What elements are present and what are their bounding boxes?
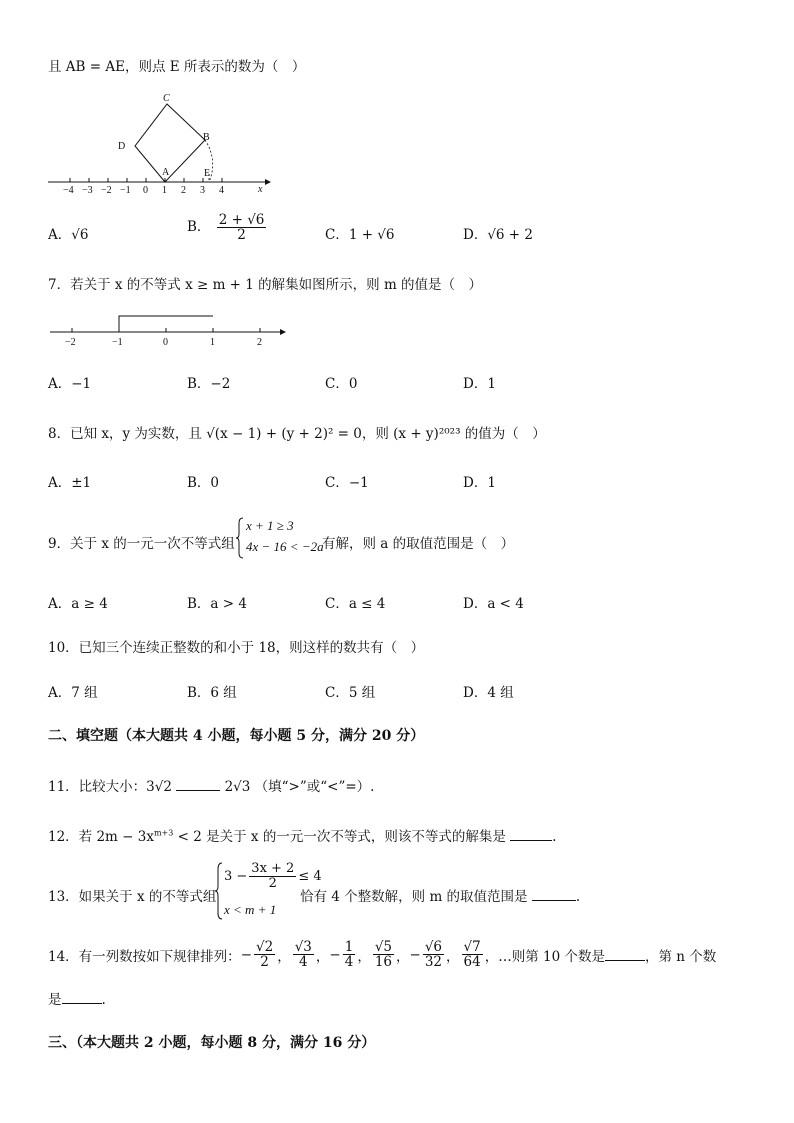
q7-tick-label: 2 [257, 337, 262, 348]
q6-option-b-prefix: B． [187, 219, 211, 236]
q14-prefix: 14．有一列数按如下规律排列： [48, 948, 241, 965]
q12-answer-blank[interactable] [510, 828, 552, 841]
q9-stem-after: 有解，则 a 的取值范围是（ ） [322, 536, 515, 552]
q6-option-b-fraction [217, 213, 267, 242]
q7-option-c[interactable]: C．0 [325, 376, 358, 392]
q6-stem-tail: 且 AB = AE，则点 E 所表示的数为（ ） [48, 59, 306, 75]
q14-term-sign: − [329, 946, 341, 963]
q11-answer-blank[interactable] [176, 778, 220, 791]
q14-term-fraction [462, 940, 483, 969]
q6-label-c: C [163, 93, 170, 104]
q14-line-2 [48, 988, 106, 1008]
q7-option-a[interactable]: A．−1 [48, 376, 92, 392]
q11-suffix: （填“>”或“<”=）. [254, 779, 375, 795]
q13-suffix: 恰有 4 个整数解，则 m 的取值范围是 [300, 889, 528, 905]
q12-suffix: < 2 是关于 x 的一元一次不等式，则该不等式的解集是 [173, 829, 506, 845]
q8-option-b[interactable]: B．0 [187, 475, 220, 491]
q12-prefix: 12．若 2m − 3x [48, 829, 154, 845]
q14-term: − $\frac{√6}{32}$ ， [409, 939, 460, 971]
q12 [48, 825, 556, 845]
q14-term-denominator: 32 [424, 954, 443, 971]
q9-inequality-2: 4x − 16 < −2a [246, 539, 324, 554]
q6-option-d[interactable]: D．√6 + 2 [463, 227, 533, 243]
q14-term-numerator: √7 [463, 939, 481, 955]
q14-term-fraction [343, 940, 356, 969]
q7-option-d[interactable]: D．1 [463, 376, 496, 392]
q6-tick-label: −3 [82, 185, 93, 196]
q14-term-fraction [254, 940, 275, 969]
q13-brace [215, 862, 223, 920]
q14-term-denominator: 16 [374, 954, 392, 971]
q6-option-a[interactable]: A．√6 [48, 227, 89, 243]
q6-tick-label: 2 [181, 185, 186, 196]
q6-ticks [70, 178, 222, 182]
q8-option-d[interactable]: D．1 [463, 475, 496, 491]
q9-brace [236, 517, 244, 559]
q8-option-a[interactable]: A．±1 [48, 475, 92, 491]
q6-tick-label: 4 [219, 185, 224, 196]
q14-term: $\frac{√5}{16}$ ， [374, 939, 410, 971]
q12-exponent: m+3 [153, 828, 174, 838]
q13-tail [300, 885, 580, 905]
q14-term: − $\frac{1}{4}$ ， [329, 939, 371, 971]
q14-end: . [101, 992, 106, 1008]
q14-middle2: ，第 n 个数 [645, 948, 717, 965]
q14-term-fraction [293, 940, 314, 969]
q14-term-fraction [373, 940, 394, 969]
q14-term-numerator: 1 [344, 939, 354, 955]
q14-answer-blank-1[interactable] [605, 948, 645, 961]
q7-stem: 7．若关于 x 的不等式 x ≥ m + 1 的解集如图所示，则 m 的值是（ ） [48, 277, 483, 293]
q14-term-denominator: 2 [260, 954, 269, 971]
q13-fraction-numerator: 3x + 2 [251, 861, 295, 876]
q9-inequality-1: x + 1 ≥ 3 [246, 518, 294, 533]
section-3-heading: 三、（本大题共 2 小题，每小题 8 分，满分 16 分） [48, 1035, 376, 1051]
q14-term: $\frac{√3}{4}$ ， [294, 939, 330, 971]
q14-line2-text: 是 [48, 992, 62, 1008]
q9-stem-before: 9．关于 x 的一元一次不等式组 [48, 536, 235, 552]
q14-answer-blank-2[interactable] [62, 991, 102, 1004]
q9-option-d[interactable]: D．a < 4 [463, 596, 524, 612]
q6-option-c[interactable]: C．1 + √6 [325, 227, 395, 243]
q14-term: $\frac{√7}{64}$ ， [463, 939, 499, 971]
q14-term-fraction [423, 940, 444, 969]
q14-term-numerator: √5 [374, 939, 393, 955]
q6-tick-label: −4 [63, 185, 74, 196]
q6-axis-label: x [258, 184, 263, 195]
q14-term: − $\frac{√2}{2}$ ， [240, 939, 291, 971]
q14-term-denominator: 64 [463, 954, 481, 971]
q14-term-numerator: √2 [256, 939, 274, 955]
q14-term-sign: − [240, 946, 252, 963]
q13-answer-blank[interactable] [532, 888, 576, 901]
q14-term-sign: − [409, 946, 421, 963]
q10-option-b[interactable]: B．6 组 [187, 685, 237, 701]
q6-option-b[interactable] [187, 213, 268, 242]
q6-tick-label: 0 [143, 185, 148, 196]
q14-term-numerator: √3 [294, 939, 312, 955]
q13-line1-tail: ≤ 4 [298, 868, 322, 884]
q8-option-c[interactable]: C．−1 [325, 475, 369, 491]
q9-option-a[interactable]: A．a ≥ 4 [48, 596, 108, 612]
q6-label-b: B [203, 132, 210, 143]
q6-label-a: A [162, 167, 170, 178]
q14-middle: …则第 10 个数是 [498, 948, 605, 965]
q6-tick-label: −1 [120, 185, 131, 196]
q7-tick-label: 0 [163, 337, 168, 348]
q13-prefix: 13．如果关于 x 的不等式组 [48, 889, 217, 905]
q14-line-1 [48, 940, 716, 969]
q7-tick-label: 1 [210, 337, 215, 348]
q13-fraction [249, 862, 296, 890]
q14-term-denominator: 4 [344, 954, 354, 971]
q14-term-denominator: 4 [299, 954, 308, 971]
q6-option-b-denominator: 2 [237, 227, 246, 244]
q7-option-b[interactable]: B．−2 [187, 376, 231, 392]
q12-end: . [552, 829, 557, 845]
q13-line1-lead: 3 − [224, 868, 248, 884]
q11 [48, 775, 374, 795]
q9-option-b[interactable]: B．a > 4 [187, 596, 247, 612]
q6-number-line-figure [45, 90, 275, 200]
section-2-heading: 二、填空题（本大题共 4 小题，每小题 5 分，满分 20 分） [48, 728, 425, 744]
q10-option-d[interactable]: D．4 组 [463, 685, 514, 701]
q9-option-c[interactable]: C．a ≤ 4 [325, 596, 386, 612]
q7-tick-label: −1 [112, 337, 123, 348]
q7-number-line-figure [45, 310, 290, 350]
q10-option-a[interactable]: A．7 组 [48, 685, 98, 701]
q13-fraction-denominator: 2 [268, 875, 277, 891]
q10-stem: 10．已知三个连续正整数的和小于 18，则这样的数共有（ ） [48, 640, 425, 656]
q6-tick-label: 3 [200, 185, 205, 196]
q11-middle: 2√3 [224, 779, 251, 795]
q6-label-e: E [204, 168, 211, 179]
q13-end: . [575, 889, 581, 905]
q6-option-b-numerator: 2 + √6 [218, 212, 265, 228]
q11-prefix: 11．比较大小：3√2 [48, 779, 172, 795]
q13-inequality-2: x < m + 1 [224, 902, 277, 917]
q14-term-numerator: √6 [424, 939, 443, 955]
q6-label-d: D [118, 141, 126, 152]
q6-tick-label: 1 [162, 185, 167, 196]
q8-stem: 8．已知 x，y 为实数，且 √(x − 1) + (y + 2)² = 0，则 (x + y)²⁰²³ 的值为（ ） [48, 426, 546, 442]
q10-option-c[interactable]: C．5 组 [325, 685, 376, 701]
q7-tick-label: −2 [65, 337, 76, 348]
q6-tick-label: −2 [101, 185, 112, 196]
